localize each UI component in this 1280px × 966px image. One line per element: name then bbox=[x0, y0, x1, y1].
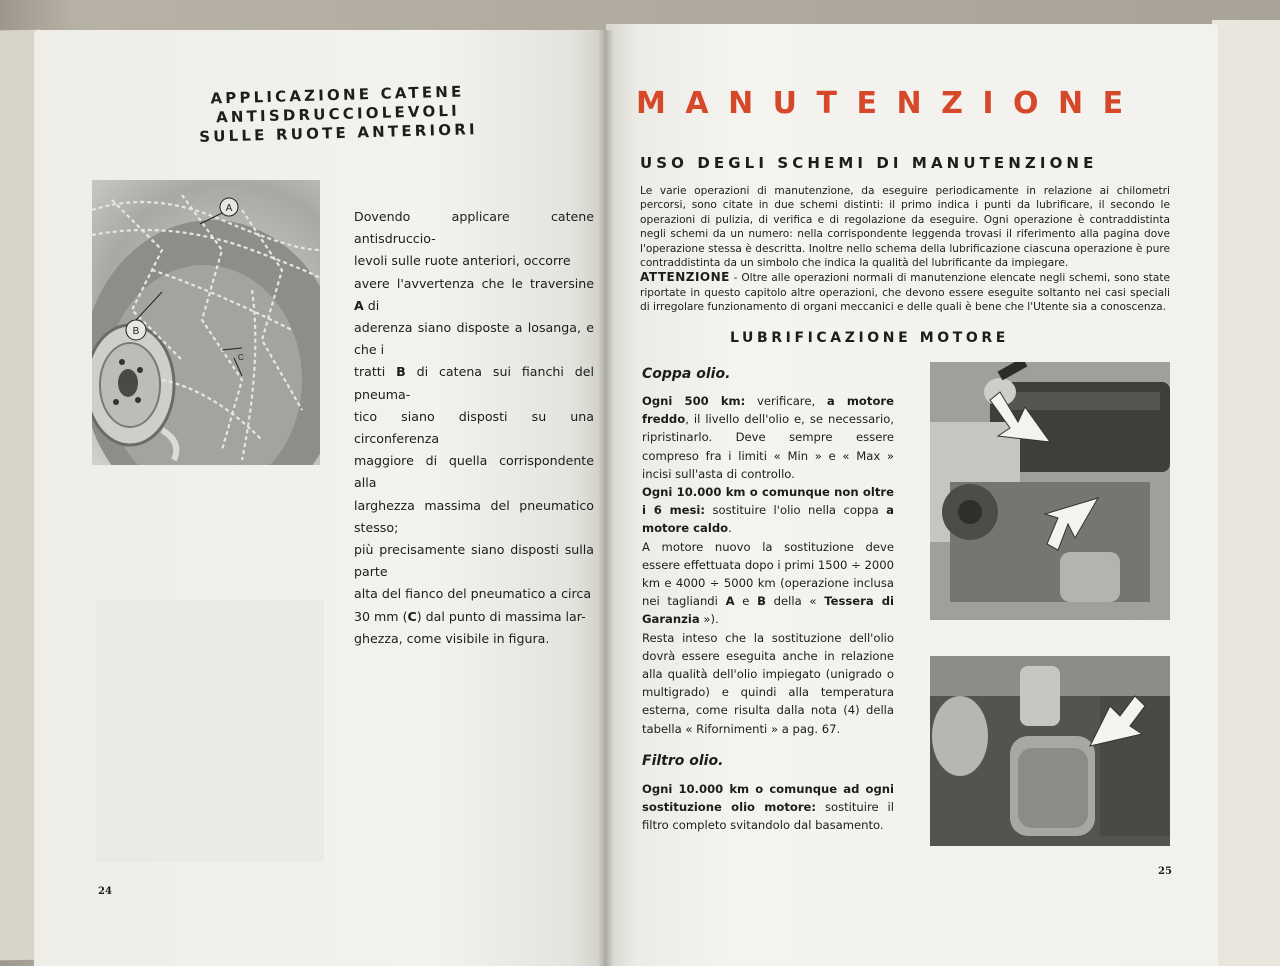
coppa-paragraph-3: A motore nuovo la sostituzione deve essere effettuata dopo i primi 1500 ÷ 2000 km e 4000 ÷ 5000 km (operazione inclusa nei tagliandi A e B della « Tessera di Garanzia »). bbox=[642, 539, 894, 627]
section-title: USO DEGLI SCHEMI DI MANUTENZIONE bbox=[640, 154, 1098, 172]
intro-paragraph bbox=[640, 184, 1170, 315]
left-title-line-2: SULLE RUOTE ANTERIORI bbox=[199, 120, 479, 146]
left-body-line: 30 mm (C) dal punto di massima lar- bbox=[354, 608, 586, 624]
left-page-body-text bbox=[354, 206, 594, 650]
lubrication-title: LUBRIFICAZIONE MOTORE bbox=[730, 330, 1009, 346]
right-page-title: MANUTENZIONE bbox=[636, 86, 1143, 121]
coppa-paragraph-2: Ogni 10.000 km o comunque non oltre i 6 mesi: sostituire l'olio nella coppa a motore caldo. bbox=[642, 485, 894, 536]
left-page-number: 24 bbox=[98, 886, 112, 897]
left-body-line: Dovendo applicare catene antisdruccio- bbox=[354, 209, 594, 247]
attention-text: - Oltre alle operazioni normali di manutenzione elencate negli schemi, sono state riportate in questo capitolo altre operazioni, che devono essere eseguite soltanto nei casi speciali di irregolare funzionamento di organi meccanici e delle quali è bene che l'Utente sia a conoscenza. bbox=[640, 272, 1170, 314]
faded-blank-area bbox=[96, 600, 324, 862]
svg-text:B: B bbox=[132, 326, 140, 337]
left-body-line: larghezza massima del pneumatico stesso; bbox=[354, 497, 594, 535]
svg-text:A: A bbox=[225, 203, 233, 214]
callout-a bbox=[200, 198, 238, 224]
left-body-line: maggiore di quella corrispondente alla bbox=[354, 453, 594, 491]
left-body-line: tratti B di catena sui fianchi del pneuma- bbox=[354, 364, 595, 402]
engine-bottom-illustration bbox=[930, 656, 1170, 846]
cover-edge-right bbox=[1212, 20, 1280, 966]
engine-photo-bottom bbox=[930, 656, 1170, 846]
left-body-line: aderenza siano disposte a losanga, e che i bbox=[354, 320, 594, 358]
left-body-line: ghezza, come visibile in figura. bbox=[354, 630, 550, 646]
engine-photo-top bbox=[930, 362, 1170, 620]
left-body-line: tico siano disposti su una circonferenza bbox=[354, 408, 594, 447]
coppa-olio-heading: Coppa olio. bbox=[642, 366, 731, 382]
left-body-line: avere l'avvertenza che le traversine A di bbox=[354, 275, 594, 313]
coppa-paragraph-1: Ogni 500 km: verificare, a motore freddo, il livello dell'olio e, se necessario, ripristinarlo. Deve sempre essere compreso fra i limiti « Min » e « Max » incisi sull'asta di controllo. bbox=[642, 394, 894, 481]
filtro-olio-heading: Filtro olio. bbox=[642, 753, 724, 769]
svg-text:C: C bbox=[238, 353, 244, 362]
filtro-olio-text bbox=[642, 780, 894, 835]
intro-text: Le varie operazioni di manutenzione, da eseguire periodicamente in relazione ai chilometri percorsi, sono citate in due schemi distinti: il primo indica i punti da lubrificare, il secondo le operazioni di pulizia, di verifica e di regolazione da eseguire. Ogni operazione è contraddistinta negli schemi da un numero: nella corrispondente leggenda trovasi il riferimento alla pagina dove l'operazione stessa è descritta. Inoltre nello schema della lubrificazione ciascuna operazione è pure contraddistinta da un simbolo che indica la qualità del lubrificante da impiegare. bbox=[640, 185, 1170, 270]
filtro-paragraph: Ogni 10.000 km o comunque ad ogni sostituzione olio motore: sostituire il filtro completo svitandolo dal basamento. bbox=[642, 782, 894, 833]
engine-top-illustration bbox=[930, 362, 1170, 620]
attention-label: ATTENZIONE bbox=[640, 270, 730, 285]
right-page-number: 25 bbox=[1158, 866, 1172, 877]
left-body-line: alta del fianco del pneumatico a circa bbox=[354, 586, 592, 602]
left-body-line: levoli sulle ruote anteriori, occorre bbox=[354, 253, 571, 269]
tire-chain-photo bbox=[92, 180, 320, 465]
left-title-line-1: APPLICAZIONE CATENE ANTISDRUCCIOLEVOLI bbox=[210, 82, 465, 127]
coppa-paragraph-4: Resta inteso che la sostituzione dell'olio dovrà essere eseguita anche in relazione alla qualità dell'olio impiegato (unigrado o multigrado) e quindi alla temperatura esterna, come risulta dalla nota (4) della tabella « Rifornimenti » a pag. 67. bbox=[642, 630, 894, 736]
left-body-line: più precisamente siano disposti sulla parte bbox=[354, 542, 594, 580]
tire-chain-illustration bbox=[92, 180, 320, 465]
coppa-olio-text bbox=[642, 392, 894, 738]
book-gutter bbox=[598, 30, 614, 966]
